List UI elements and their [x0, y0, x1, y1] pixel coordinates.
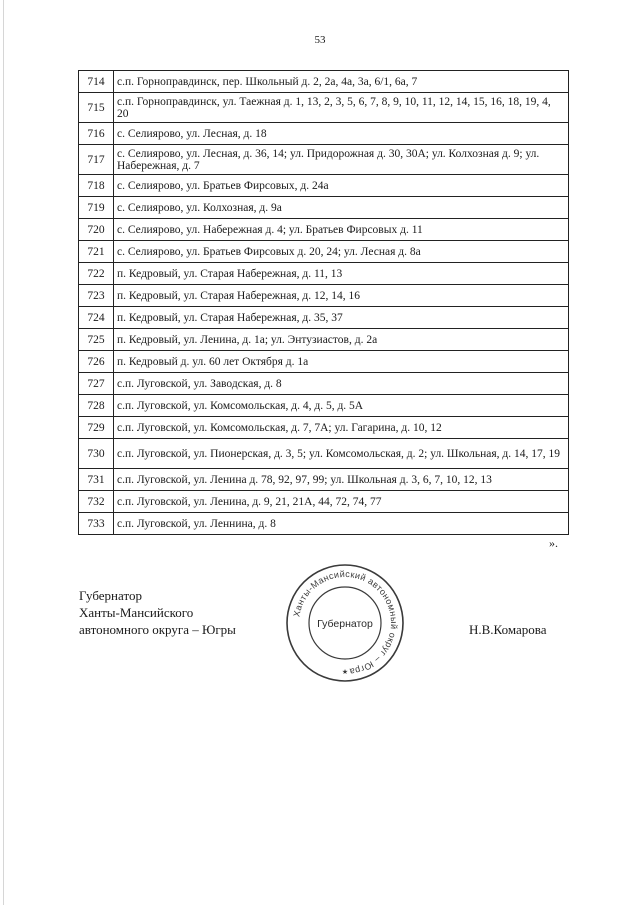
closing-quote: ».: [549, 536, 558, 550]
row-number: 727: [79, 373, 114, 395]
row-number: 724: [79, 307, 114, 329]
row-number: 733: [79, 513, 114, 535]
governor-title: [79, 587, 236, 638]
row-address: п. Кедровый, ул. Старая Набережная, д. 35, 37: [114, 307, 569, 329]
governor-title-line: Ханты-Мансийского: [79, 605, 194, 620]
row-address: с.п. Горноправдинск, ул. Таежная д. 1, 13, 2, 3, 5, 6, 7, 8, 9, 10, 11, 12, 14, 15, 16, 18, 19, 4, 20: [114, 93, 569, 123]
table-row: [79, 417, 569, 439]
table-row: [79, 71, 569, 93]
scan-edge-line: [3, 0, 4, 905]
row-address: с. Селиярово, ул. Набережная д. 4; ул. Братьев Фирсовых д. 11: [114, 219, 569, 241]
table-row: [79, 395, 569, 417]
row-address: п. Кедровый, ул. Ленина, д. 1а; ул. Энтузиастов, д. 2а: [114, 329, 569, 351]
table-row: [79, 93, 569, 123]
row-number: 715: [79, 93, 114, 123]
table-row: [79, 285, 569, 307]
row-address: с. Селиярово, ул. Братьев Фирсовых, д. 24а: [114, 175, 569, 197]
official-seal: [283, 561, 407, 685]
address-table: [78, 70, 569, 535]
row-address: п. Кедровый д. ул. 60 лет Октября д. 1а: [114, 351, 569, 373]
row-number: 730: [79, 439, 114, 469]
row-address: с.п. Луговской, ул. Заводская, д. 8: [114, 373, 569, 395]
row-number: 722: [79, 263, 114, 285]
table-row: [79, 263, 569, 285]
row-number: 729: [79, 417, 114, 439]
row-number: 720: [79, 219, 114, 241]
row-address: с. Селиярово, ул. Братьев Фирсовых д. 20, 24; ул. Лесная д. 8а: [114, 241, 569, 263]
signatory-name: Н.В.Комарова: [469, 622, 547, 637]
row-number: 721: [79, 241, 114, 263]
row-address: с. Селиярово, ул. Лесная, д. 18: [114, 123, 569, 145]
row-address: с.п. Луговской, ул. Леннина, д. 8: [114, 513, 569, 535]
row-number: 728: [79, 395, 114, 417]
row-address: п. Кедровый, ул. Старая Набережная, д. 11, 13: [114, 263, 569, 285]
table-row: [79, 197, 569, 219]
row-address: с.п. Горноправдинск, пер. Школьный д. 2, 2а, 4а, 3а, 6/1, 6а, 7: [114, 71, 569, 93]
table-row: [79, 329, 569, 351]
row-address: п. Кедровый, ул. Старая Набережная, д. 12, 14, 16: [114, 285, 569, 307]
table-row: [79, 241, 569, 263]
row-number: 725: [79, 329, 114, 351]
governor-title-line: автономного округа – Югры: [79, 622, 236, 637]
row-number: 718: [79, 175, 114, 197]
table-row: [79, 439, 569, 469]
seal-ring-text: Ханты-Мансийский автономный округ – Югра: [291, 568, 400, 677]
row-number: 732: [79, 491, 114, 513]
row-number: 719: [79, 197, 114, 219]
row-address: с. Селиярово, ул. Колхозная, д. 9а: [114, 197, 569, 219]
table-row: [79, 469, 569, 491]
table-row: [79, 219, 569, 241]
governor-title-line: Губернатор: [79, 588, 142, 603]
row-address: с.п. Луговской, ул. Комсомольская, д. 7, 7А; ул. Гагарина, д. 10, 12: [114, 417, 569, 439]
row-number: 723: [79, 285, 114, 307]
page-number: 53: [314, 34, 326, 46]
table-row: [79, 513, 569, 535]
address-table-body: [79, 71, 569, 535]
row-number: 716: [79, 123, 114, 145]
table-row: [79, 123, 569, 145]
table-row: [79, 373, 569, 395]
table-row: [79, 491, 569, 513]
row-number: 717: [79, 145, 114, 175]
table-row: [79, 175, 569, 197]
seal-center-text: Губернатор: [317, 618, 373, 630]
table-row: [79, 307, 569, 329]
table-row: [79, 351, 569, 373]
row-address: с. Селиярово, ул. Лесная, д. 36, 14; ул. Придорожная д. 30, 30А; ул. Колхозная д. 9; ул. Набережная, д. 7: [114, 145, 569, 175]
row-address: с.п. Луговской, ул. Комсомольская, д. 4, д. 5, д. 5А: [114, 395, 569, 417]
row-number: 714: [79, 71, 114, 93]
table-row: [79, 145, 569, 175]
row-number: 731: [79, 469, 114, 491]
row-address: с.п. Луговской, ул. Ленина, д. 9, 21, 21А, 44, 72, 74, 77: [114, 491, 569, 513]
row-address: с.п. Луговской, ул. Ленина д. 78, 92, 97, 99; ул. Школьная д. 3, 6, 7, 10, 12, 13: [114, 469, 569, 491]
row-number: 726: [79, 351, 114, 373]
row-address: с.п. Луговской, ул. Пионерская, д. 3, 5; ул. Комсомольская, д. 2; ул. Школьная, д. 14, 17, 19: [114, 439, 569, 469]
seal-star-icon: ★: [341, 668, 349, 676]
